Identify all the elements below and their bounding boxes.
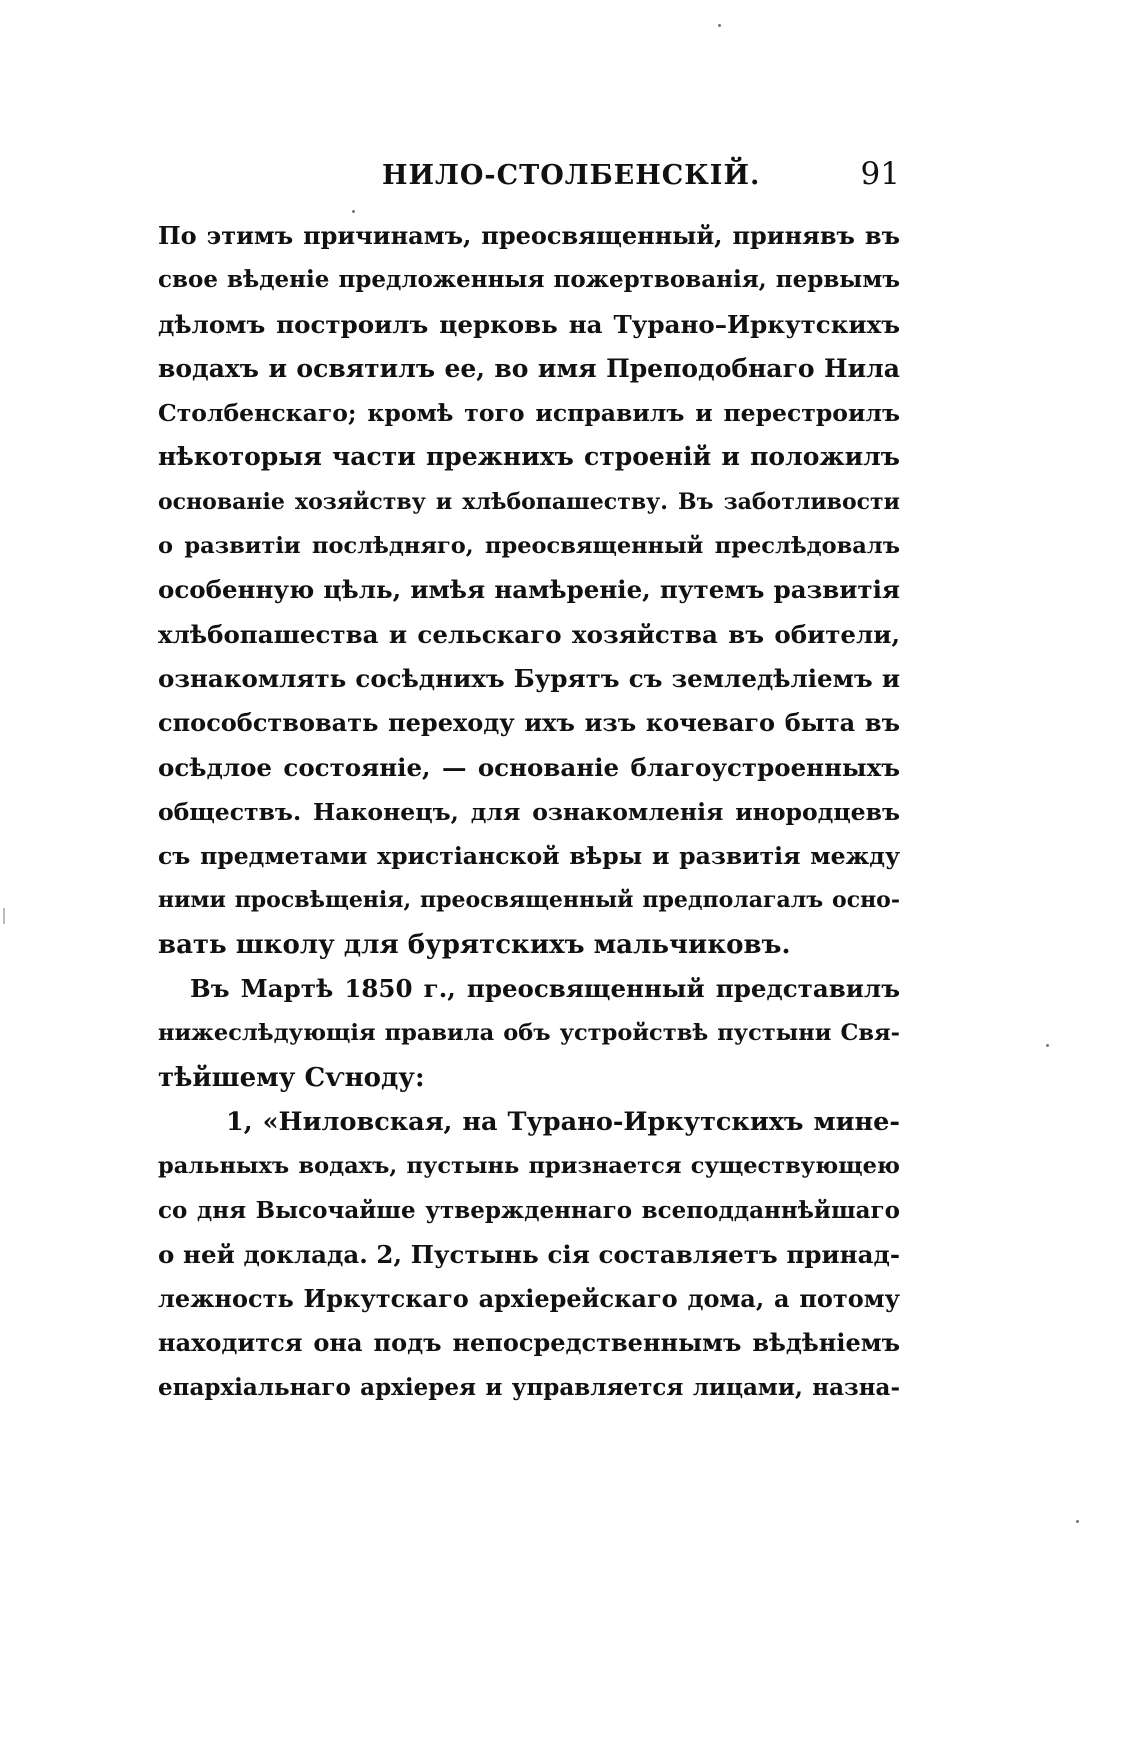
text-line: По этимъ причинамъ, преосвященный, принявъ въ: [158, 221, 900, 250]
text-line: осѣдлое состояніе, — основаніе благоустроенныхъ: [158, 752, 900, 782]
text-line: со дня Высочайше утвержденнаго всеподданнѣйшаго: [158, 1196, 900, 1224]
text-line: находится она подъ непосредственнымъ вѣдѣніемъ: [158, 1328, 900, 1358]
text-line: хлѣбопашества и сельскаго хозяйства въ обители,: [158, 619, 900, 649]
scan-speck: [1046, 1044, 1049, 1047]
text-line: о ней доклада. 2, Пустынь сія составляетъ принад-: [158, 1239, 900, 1269]
page-number: 91: [860, 156, 900, 192]
page-header: [158, 158, 900, 202]
text-line: тѣйшему Сѵноду:: [158, 1062, 425, 1093]
text-line: свое вѣденіе предложенныя пожертвованія, первымъ: [158, 266, 900, 294]
text-line: съ предметами христіанской вѣры и развитія между: [158, 842, 900, 871]
text-line: Въ Мартѣ 1850 г., преосвященный представилъ: [190, 974, 900, 1004]
scan-speck: [352, 210, 355, 213]
text-line: ознакомлять сосѣднихъ Бурятъ съ земледѣліемъ и: [158, 663, 900, 693]
scan-speck: [718, 24, 721, 27]
text-line: 1, «Ниловская, на Турано-Иркутскихъ мине-: [226, 1106, 900, 1137]
text-line: нѣкоторыя части прежнихъ строеній и положилъ: [158, 442, 900, 472]
text-line: дѣломъ построилъ церковь на Турано–Иркутскихъ: [158, 309, 900, 339]
text-line: вать школу для бурятскихъ мальчиковъ.: [158, 929, 791, 960]
text-line: Столбенскаго; кромѣ того исправилъ и перестроилъ: [158, 399, 900, 428]
text-line: ральныхъ водахъ, пустынь признается существующею: [158, 1153, 900, 1180]
text-line: нижеслѣдующія правила объ устройствѣ пустыни Свя-: [158, 1020, 900, 1047]
text-line: основаніе хозяйству и хлѣбопашеству. Въ заботливости: [158, 488, 900, 515]
scan-speck: [1076, 1520, 1079, 1523]
text-line: лежность Иркутскаго архіерейскаго дома, а потому: [158, 1284, 900, 1314]
text-line: ними просвѣщенія, преосвященный предполагалъ осно-: [158, 887, 900, 914]
text-line: водахъ и освятилъ ее, во имя Преподобнаго Нила: [158, 353, 900, 383]
text-line: обществъ. Наконецъ, для ознакомленія инородцевъ: [158, 797, 900, 826]
text-line: способствовать переходу ихъ изъ кочеваго быта въ: [158, 708, 900, 738]
body-text: [158, 214, 900, 1410]
text-line: о развитіи послѣдняго, преосвященный преслѣдовалъ: [158, 533, 900, 560]
text-line: епархіальнаго архіерея и управляется лицами, назна-: [158, 1373, 900, 1401]
running-title: НИЛО-СТОЛБЕНСКІЙ.: [382, 160, 761, 191]
text-line: особенную цѣль, имѣя намѣреніе, путемъ развитія: [158, 575, 900, 605]
scan-speck: [3, 908, 5, 924]
